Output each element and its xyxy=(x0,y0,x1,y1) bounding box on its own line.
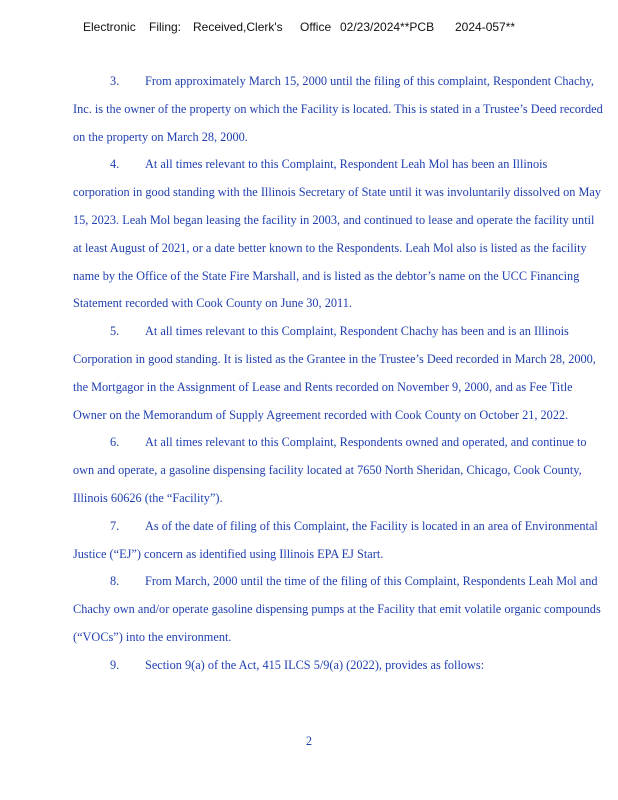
paragraph-text: Section 9(a) of the Act, 415 ILCS 5/9(a) (2022), provides as follows: xyxy=(145,657,485,672)
paragraph-3 xyxy=(73,68,603,151)
header-case-number: 2024-057** xyxy=(455,20,516,34)
paragraph-4 xyxy=(73,151,603,318)
header-office: Office xyxy=(300,20,332,34)
header-received: Received,Clerk's xyxy=(193,20,283,34)
paragraph-number: 7. xyxy=(110,518,120,533)
paragraph-5 xyxy=(73,318,603,429)
complaint-body xyxy=(73,68,603,680)
paragraph-number: 9. xyxy=(110,657,120,672)
paragraph-text: At all times relevant to this Complaint, Respondents owned and operated, and continue to own and operate, a gasoline dispensing facility located at 7650 North Sheridan, Chicago, Cook County, Illinois 60626 (the “Facility”). xyxy=(73,435,587,505)
paragraph-number: 8. xyxy=(110,574,120,589)
paragraph-number: 4. xyxy=(110,157,120,172)
filing-stamp-header xyxy=(0,14,618,32)
paragraph-6 xyxy=(73,429,603,512)
header-date: 02/23/2024**PCB xyxy=(340,20,435,34)
paragraph-8 xyxy=(73,568,603,651)
paragraph-text: At all times relevant to this Complaint, Respondent Chachy has been and is an Illinois Corporation in good standing. It is listed as the Grantee in the Trustee’s Deed recorded in March 28, 2000, the Mortgagor in the Assignment of Lease and Rents recorded on November 9, 2000, and as Fee Title Owner on the Memorandum of Supply Agreement recorded with Cook County on October 21, 2022. xyxy=(73,324,596,422)
header-filing: Filing: xyxy=(149,20,182,34)
header-electronic: Electronic xyxy=(83,20,136,34)
paragraph-7 xyxy=(73,513,603,569)
paragraph-number: 6. xyxy=(110,435,120,450)
paragraph-text: At all times relevant to this Complaint, Respondent Leah Mol has been an Illinois corporation in good standing with the Illinois Secretary of State until it was involuntarily dissolved on May 15, 2023. Leah Mol began leasing the facility in 2003, and continued to lease and operate the facility until at least August of 2021, or a date better known to the Respondents. Leah Mol also is listed as the facility name by the Office of the State Fire Marshall, and is listed as the debtor’s name on the UCC Financing Statement recorded with Cook County on June 30, 2011. xyxy=(73,157,602,311)
paragraph-text: As of the date of filing of this Complaint, the Facility is located in an area of Environmental Justice (“EJ”) concern as identified using Illinois EPA EJ Start. xyxy=(73,518,598,561)
page-number: 2 xyxy=(305,734,313,748)
paragraph-text: From approximately March 15, 2000 until the filing of this complaint, Respondent Chachy, Inc. is the owner of the property on which the Facility is located. This is stated in a Trustee’s Deed recorded on the property on March 28, 2000. xyxy=(73,74,603,144)
paragraph-9 xyxy=(73,652,603,680)
paragraph-text: From March, 2000 until the time of the filing of this Complaint, Respondents Leah Mol and Chachy own and/or operate gasoline dispensing pumps at the Facility that emit volatile organic compounds (“VOCs”) into the environment. xyxy=(73,574,601,644)
paragraph-number: 3. xyxy=(110,74,120,88)
paragraph-number: 5. xyxy=(110,324,120,339)
